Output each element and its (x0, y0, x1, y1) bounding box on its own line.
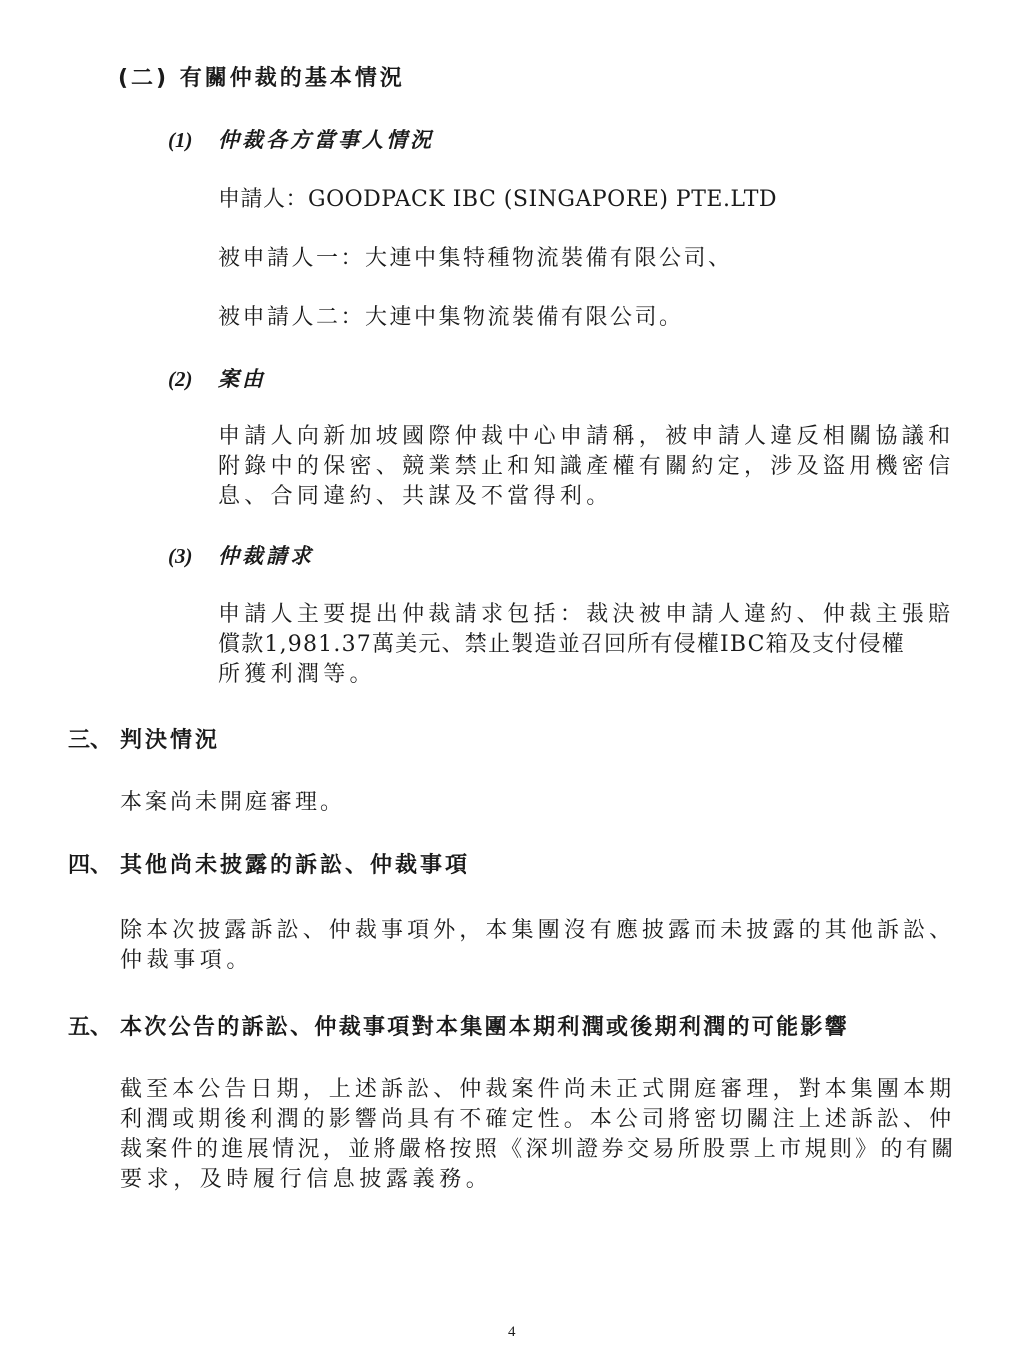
section-5-number: 五、 (68, 1015, 113, 1040)
section-4-title: 其他尚未披露的訴訟、仲裁事項 (120, 853, 471, 878)
item-3-title: 仲裁請求 (218, 544, 314, 568)
section-5-body-line: 裁案件的進展情況，並將嚴格按照《深圳證券交易所股票上市規則》的有關 (120, 1137, 957, 1162)
section-5-title: 本次公告的訴訟、仲裁事項對本集團本期利潤或後期利潤的可能影響 (120, 1015, 850, 1040)
respondent-2-line: 被申請人二：大連中集物流裝備有限公司。 (218, 305, 684, 330)
section-4-body-line: 仲裁事項。 (120, 948, 254, 973)
page-number: 4 (508, 1324, 516, 1340)
cause-line: 附錄中的保密、競業禁止和知識產權有關約定，涉及盜用機密信 (218, 454, 955, 479)
cause-line: 申請人向新加坡國際仲裁中心申請稱，被申請人違反相關協議和 (218, 424, 955, 449)
item-2-number: (2) (168, 367, 193, 391)
respondent-1-line: 被申請人一：大連中集特種物流裝備有限公司、 (218, 246, 733, 271)
section-5-body-line: 要求，及時履行信息披露義務。 (120, 1167, 493, 1192)
item-2-title: 案由 (218, 367, 266, 391)
section-5-body-line: 利潤或期後利潤的影響尚具有不確定性。本公司將密切關注上述訴訟、仲 (120, 1107, 956, 1132)
subsection-2-heading: (二) 有關仲裁的基本情況 (118, 66, 405, 91)
section-4-number: 四、 (68, 853, 113, 878)
claims-line: 申請人主要提出仲裁請求包括：裁決被申請人違約、仲裁主張賠 (218, 602, 955, 627)
section-3-number: 三、 (68, 728, 113, 753)
claims-line: 所獲利潤等。 (218, 662, 376, 687)
item-1-number: (1) (168, 128, 193, 152)
applicant-line: 申請人：GOODPACK IBC (SINGAPORE) PTE.LTD (218, 187, 778, 212)
cause-line: 息、合同違約、共謀及不當得利。 (218, 484, 613, 509)
section-3-body: 本案尚未開庭審理。 (120, 790, 346, 815)
item-1-title: 仲裁各方當事人情況 (218, 128, 434, 152)
section-3-title: 判決情況 (120, 728, 221, 753)
claims-line: 償款1,981.37萬美元、禁止製造並召回所有侵權IBC箱及支付侵權 (218, 632, 905, 657)
item-3-number: (3) (168, 544, 193, 568)
section-5-body-line: 截至本公告日期，上述訴訟、仲裁案件尚未正式開庭審理，對本集團本期 (120, 1077, 956, 1102)
section-4-body-line: 除本次披露訴訟、仲裁事項外，本集團沒有應披露而未披露的其他訴訟、 (120, 918, 956, 943)
